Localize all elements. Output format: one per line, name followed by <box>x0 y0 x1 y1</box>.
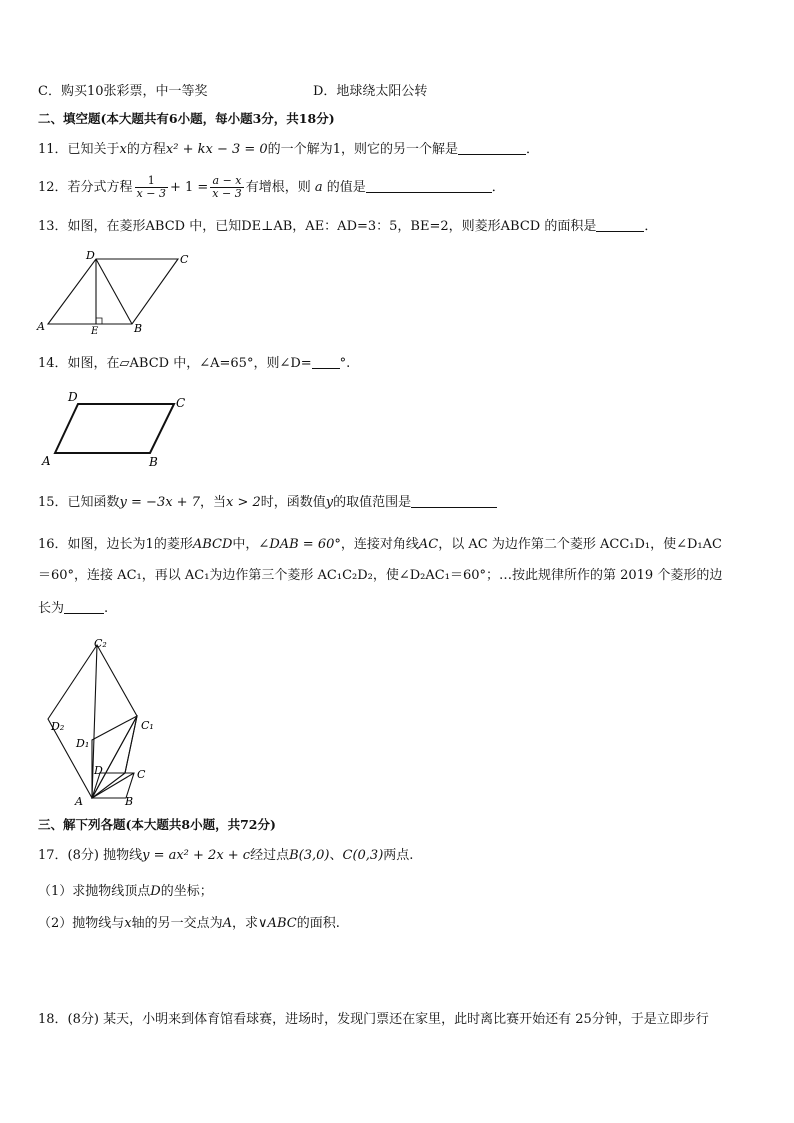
fig13-right-angle-mark <box>96 318 102 324</box>
question-16-line-2: ＝60°，连接 AC₁，再以 AC₁为边作第三个菱形 AC₁C₂D₂，使∠D₂AC₁＝60°；…按此规律所作的第 2019 个菱形的边 <box>38 568 723 583</box>
fig16-label-c2: C₂ <box>94 637 107 650</box>
q12-plus: + 1 = <box>169 180 209 195</box>
question-17 <box>38 847 413 865</box>
q16-text-3: 中， <box>232 537 259 552</box>
q15-condition: x > 2 <box>226 495 261 510</box>
q16-abcd: ABCD <box>192 537 233 552</box>
q12-fraction-1: $\frac{1}{x - 3}$ <box>136 174 166 200</box>
question-16-line-3: 长为 . <box>38 601 109 616</box>
question-15 <box>38 494 497 512</box>
option-c: C．购买10张彩票，中一等奖 <box>38 84 208 99</box>
q11-pre: 11．已知关于 <box>38 142 120 157</box>
q13-answer-blank[interactable] <box>596 218 644 232</box>
fig14-parallelogram-outline <box>55 404 174 453</box>
figure-14-parallelogram <box>38 386 198 472</box>
q17-sub2-mid2: ，求 <box>232 916 259 931</box>
question-14 <box>38 355 350 373</box>
fig16-label-d: D <box>94 764 103 777</box>
question-17-part-2 <box>38 915 340 933</box>
fig13-label-c: C <box>180 253 189 266</box>
q12-fraction-2: $\frac{a - x}{x - 3}$ <box>212 174 242 200</box>
question-11: 11．已知关于x的方程x² + kx − 3 = 0的一个解为1，则它的另一个解是 ． <box>38 142 539 157</box>
q17-sub2-a: A <box>222 916 233 931</box>
q17-sub2-x: x <box>124 916 132 931</box>
fig16-cc1-line <box>125 716 137 773</box>
q17-sub1-text: （1）求抛物线顶点 <box>38 884 151 899</box>
question-13: 13．如图，在菱形ABCD 中，已知DE⊥AB，AE：AD=3：5，BE=2，则菱形ABCD 的面积是 ． <box>38 219 658 234</box>
q12-a: a <box>314 180 323 195</box>
q11-answer-blank[interactable] <box>458 141 526 155</box>
fig13-db-line <box>96 259 132 324</box>
fig16-label-c1: C₁ <box>141 719 154 732</box>
q14-post: °. <box>339 356 351 371</box>
fig14-label-a: A <box>42 454 51 468</box>
q17-mid: 经过点 <box>250 848 290 863</box>
q17-pre: 17．(8分) 抛物线 <box>38 848 143 863</box>
q17-post: 两点. <box>383 848 414 863</box>
q16-ac: AC <box>418 537 439 552</box>
section-3-title: 三、解下列各题(本大题共8小题，共72分) <box>38 817 276 832</box>
figure-16-rhombus-sequence <box>40 632 170 810</box>
q16-text-1: 16．如图，边长为 <box>38 537 146 552</box>
q12-pre: 12．若分式方程 <box>38 180 133 195</box>
q12-post: 的值是 <box>326 180 366 195</box>
q16-answer-blank[interactable] <box>64 600 104 614</box>
option-d: D．地球绕太阳公转 <box>313 84 428 99</box>
question-12: 12．若分式方程 $\frac{1}{x - 3}$ + 1 = $\frac{a - x}{x - 3}$ 有增根，则 a 的值是 ． <box>38 174 505 200</box>
q17-sub2-triangle: ∨ABC <box>258 916 297 931</box>
q12-mid: 有增根，则 <box>245 180 311 195</box>
q15-mid2: 时，函数值 <box>260 495 326 510</box>
q14-text: 14．如图，在▱ABCD 中，∠A=65°，则∠D= <box>38 356 312 371</box>
q17-equation: y = ax² + 2x + c <box>142 848 251 863</box>
q11-post: ，则它的另一个解是 <box>340 142 458 157</box>
q15-answer-blank[interactable] <box>411 494 497 508</box>
q14-answer-blank[interactable] <box>312 355 340 369</box>
q17-sub2-text: （2）抛物线与 <box>38 916 125 931</box>
q15-pre: 15．已知函数 <box>38 495 120 510</box>
q15-y: y <box>325 495 334 510</box>
fig14-label-b: B <box>149 455 158 469</box>
q17-sub1-d: D <box>150 884 161 899</box>
fig13-label-a: A <box>37 320 45 333</box>
q16-text-6: 长为 <box>38 601 65 616</box>
fig16-label-d1: D₁ <box>76 737 90 750</box>
fig16-label-c: C <box>137 768 146 781</box>
question-16-line-1 <box>38 536 722 554</box>
fig16-label-b: B <box>125 795 134 808</box>
q11-mid2: 的一个解为 <box>267 142 333 157</box>
q15-equation: y = −3x + 7 <box>119 495 200 510</box>
q16-text-5: ，以 AC 为边作第二个菱形 ACC₁D₁，使∠D₁AC <box>438 537 722 552</box>
fig14-label-d: D <box>68 390 78 404</box>
q11-one: 1 <box>332 142 341 157</box>
q16-angle: ∠DAB = 60° <box>258 537 341 552</box>
question-18: 18．(8分) 某天，小明来到体育馆看球赛，进场时，发现门票还在家里，此时离比赛开始还有 25分钟，于是立即步行 <box>38 1012 709 1027</box>
q12-answer-blank[interactable] <box>366 179 492 193</box>
q17-sub2-post: 的面积. <box>296 916 340 931</box>
q11-x: x <box>119 142 127 157</box>
section-2-title: 二、填空题(本大题共有6小题，每小题3分，共18分) <box>38 111 335 126</box>
q11-equation: x² + kx − 3 = 0 <box>165 142 268 157</box>
q15-mid: ，当 <box>199 495 226 510</box>
figure-13-rhombus <box>34 250 204 336</box>
fig16-label-d2: D₂ <box>51 720 65 733</box>
question-17-part-1 <box>38 883 213 901</box>
fig13-rhombus-outline <box>48 259 178 324</box>
q16-text-2: 的菱形 <box>153 537 193 552</box>
fig13-label-e: E <box>91 326 99 336</box>
q16-text-4: ，连接对角线 <box>340 537 419 552</box>
fig13-label-b: B <box>134 322 143 335</box>
q17-sep: 、 <box>329 848 343 863</box>
fig14-label-c: C <box>176 396 186 410</box>
q11-mid: 的方程 <box>126 142 166 157</box>
q17-sub1-post: 的坐标； <box>160 884 213 899</box>
q15-post: 的取值范围是 <box>333 495 412 510</box>
q17-point-b: B(3,0) <box>289 848 330 863</box>
q16-side: 1 <box>145 537 154 552</box>
q17-sub2-mid: 轴的另一交点为 <box>131 916 223 931</box>
q17-point-c: C(0,3) <box>342 848 384 863</box>
q13-text: 13．如图，在菱形ABCD 中，已知DE⊥AB，AE：AD=3：5，BE=2，则菱形ABCD 的面积是 <box>38 219 597 234</box>
fig13-label-d: D <box>86 250 95 262</box>
fig16-label-a: A <box>75 795 83 808</box>
